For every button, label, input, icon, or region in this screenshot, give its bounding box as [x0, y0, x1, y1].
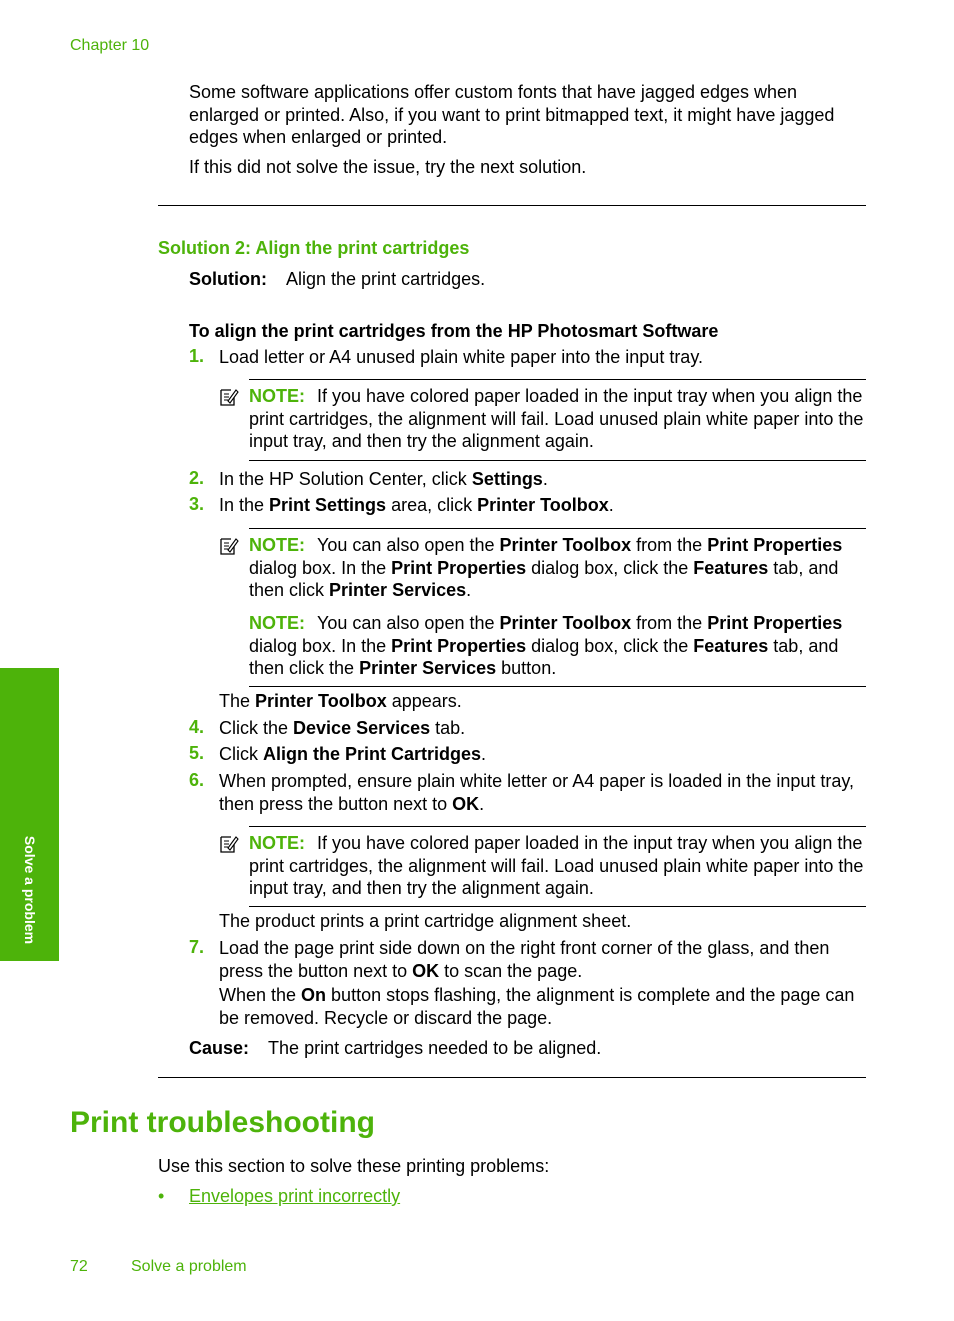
- section-heading: Print troubleshooting: [70, 1106, 375, 1139]
- step-result: The Printer Toolbox appears.: [219, 691, 462, 711]
- step-result: When the On button stops flashing, the alignment is complete and the page can be removed. Recycle or discard the page.: [219, 985, 855, 1028]
- note-block: NOTE: You can also open the Printer Toolbox from the Print Properties dialog box. In the Print Properties dialog box, click the Features tab, and then click Printer Services.: [249, 535, 843, 600]
- procedure-heading: To align the print cartridges from the HP Photosmart Software: [189, 321, 719, 341]
- side-tab-label: Solve a problem: [22, 835, 38, 945]
- note-block: [249, 385, 869, 453]
- intro-paragraph-1: Some software applications offer custom fonts that have jagged edges when enlarged or printed. Also, if you want to print bitmapped text, it might have jagged edges when enlarged or printed.: [189, 82, 835, 147]
- solution-heading: Solution 2: Align the print cartridges: [158, 238, 470, 258]
- note-icon: [219, 536, 239, 556]
- note-block: NOTE: You can also open the Printer Toolbox from the Print Properties dialog box. In the Print Properties dialog box, click the Features tab, and then click the Printer Services button.: [249, 613, 843, 678]
- step-text: In the Print Settings area, click Printer Toolbox.: [219, 495, 614, 515]
- step-text: Click Align the Print Cartridges.: [219, 744, 487, 764]
- step-text: In the HP Solution Center, click Settings.: [219, 469, 548, 489]
- note-icon: [219, 834, 239, 854]
- note-block: NOTE: If you have colored paper loaded in the input tray when you align the print cartridges, the alignment will fail. Load unused plain white paper into the input tray, and then try the alignment again.: [249, 833, 864, 898]
- note-label: NOTE:: [249, 386, 305, 406]
- step-number: 7.: [189, 937, 205, 957]
- step-number: 2.: [189, 468, 205, 488]
- step-number: 3.: [189, 494, 205, 514]
- step-number: 5.: [189, 743, 205, 763]
- section-intro: Use this section to solve these printing problems:: [158, 1156, 550, 1176]
- step-number: 1.: [189, 346, 205, 366]
- step-text: Click the Device Services tab.: [219, 718, 466, 738]
- cause-text: The print cartridges needed to be aligned.: [268, 1038, 602, 1058]
- note-rule-top: [249, 826, 866, 827]
- step-number: 4.: [189, 717, 205, 737]
- note-rule-top: [249, 379, 866, 380]
- step-text: When prompted, ensure plain white letter or A4 paper is loaded in the input tray, then press the button next to OK.: [219, 771, 855, 814]
- cause-line: [189, 1037, 869, 1060]
- intro-paragraph-2: If this did not solve the issue, try the next solution.: [189, 157, 587, 177]
- note-rule-bottom: [249, 460, 866, 461]
- section-divider: [158, 1077, 866, 1078]
- step-text: Load letter or A4 unused plain white paper into the input tray.: [219, 347, 703, 367]
- note-rule-bottom: [249, 686, 866, 687]
- step-result: The product prints a print cartridge alignment sheet.: [219, 911, 632, 931]
- solution-line: [189, 268, 869, 291]
- footer-section: Solve a problem: [131, 1258, 247, 1275]
- solution-label: Solution:: [189, 269, 267, 289]
- solution-text: Align the print cartridges.: [286, 269, 486, 289]
- page-number: 72: [70, 1258, 88, 1275]
- cause-label: Cause:: [189, 1038, 250, 1058]
- note-rule-top: [249, 528, 866, 529]
- step-number: 6.: [189, 770, 205, 790]
- note-icon: [219, 387, 239, 407]
- chapter-label: Chapter 10: [70, 37, 150, 54]
- note-text: If you have colored paper loaded in the input tray when you align the print cartridges, the alignment will fail. Load unused plain white paper into the input tray, and then try the alignment again.: [249, 386, 864, 451]
- bullet: •: [158, 1186, 165, 1206]
- note-rule-bottom: [249, 906, 866, 907]
- step-text: Load the page print side down on the right front corner of the glass, and then press the button next to OK to scan the page.: [219, 938, 830, 981]
- envelopes-link[interactable]: Envelopes print incorrectly: [189, 1186, 401, 1206]
- section-divider: [158, 205, 866, 206]
